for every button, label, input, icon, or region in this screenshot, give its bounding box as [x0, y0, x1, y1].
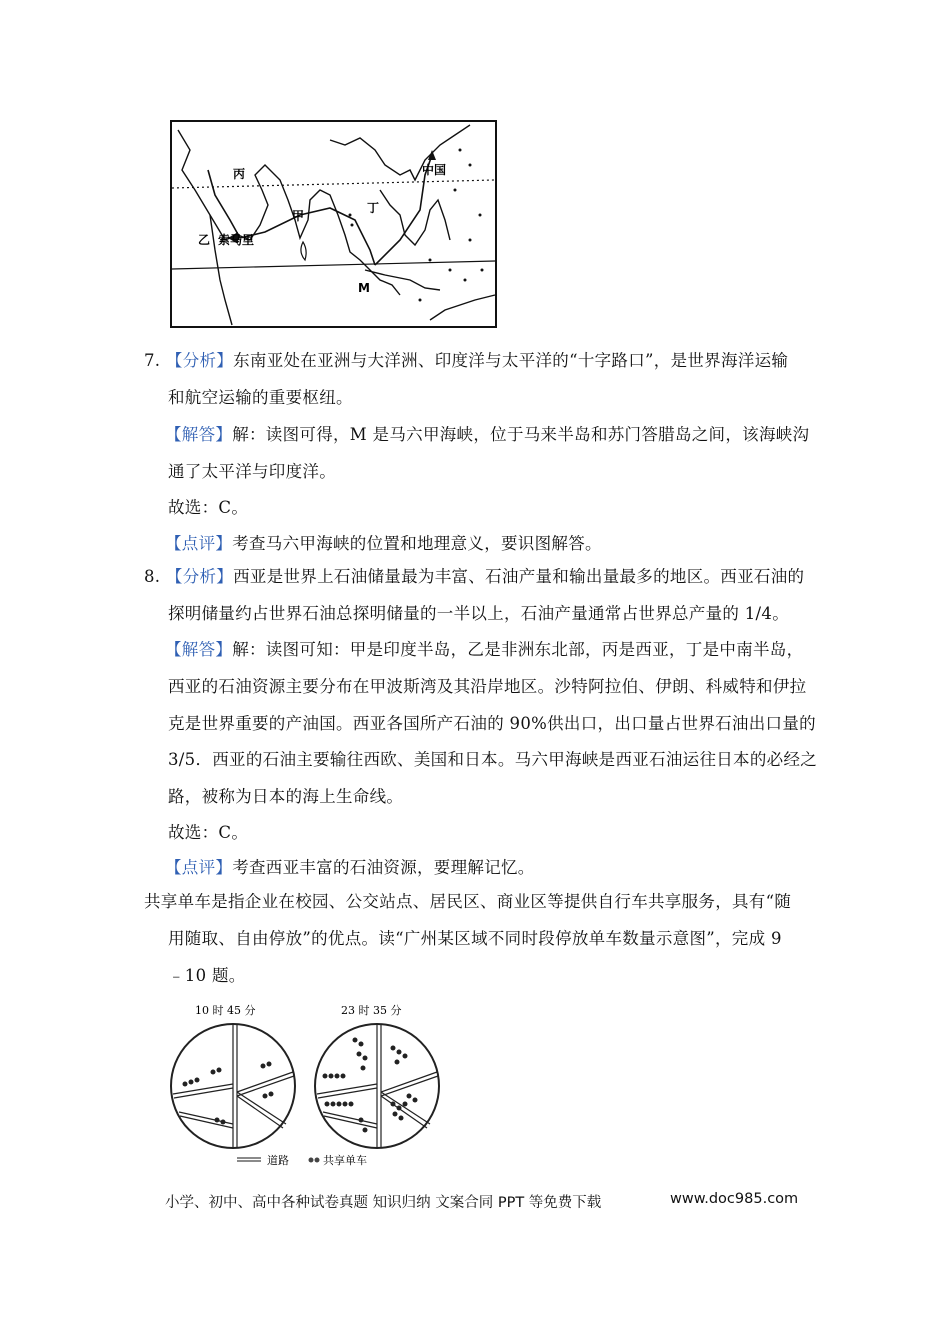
q7-analysis-tag: 【分析】 [165, 351, 234, 370]
q8-analysis-line1 [144, 566, 804, 588]
q7-answer-tag: 【解答】 [165, 425, 233, 444]
bike-diagram-morning [171, 1024, 295, 1148]
bike-icon [183, 1062, 274, 1125]
shared-bike-figure [165, 1000, 450, 1170]
legend-bike-label: 共享单车 [323, 1154, 367, 1167]
q8-comment [165, 857, 535, 879]
page-footer [165, 1191, 799, 1212]
intro-line3: ﹣10 题。 [168, 966, 246, 985]
footer-text: 小学、初中、高中各种试卷真题 知识归纳 文案合同 PPT 等免费下载 [165, 1195, 602, 1211]
legend-road-label: 道路 [267, 1154, 289, 1167]
q8-choice: 故选：C。 [168, 823, 249, 842]
footer-url[interactable]: www.doc985.com [670, 1191, 799, 1207]
q7-answer-text1: 解：读图可得，M 是马六甲海峡，位于马来半岛和苏门答腊岛之间，该海峡沟 [232, 425, 810, 444]
q7-number: 7. [144, 351, 161, 370]
q8-answer-line3: 克是世界重要的产油国。西亚各国所产石油的 90%供出口，出口量占世界石油出口量的 [168, 714, 816, 733]
q8-answer-line1 [165, 639, 803, 661]
q8-answer-line5: 路，被称为日本的海上生命线。 [168, 787, 404, 806]
q7-comment-text: 考查马六甲海峡的位置和地理意义，要识图解答。 [232, 534, 602, 553]
map-label-yi: 乙 [198, 233, 211, 247]
map-label-m: M [358, 281, 370, 295]
q7-analysis-text1: 东南亚处在亚洲与大洋洲、印度洋与太平洋的“十字路口”，是世界海洋运输 [233, 351, 789, 370]
q7-comment [165, 533, 602, 555]
q7-analysis-line2: 和航空运输的重要枢纽。 [168, 388, 353, 407]
bike-diagram-night [315, 1024, 439, 1148]
bike-legend-icon [309, 1158, 320, 1163]
southeast-asia-map [170, 120, 497, 328]
q8-analysis-line2: 探明储量约占世界石油总探明储量的一半以上，石油产量通常占世界总产量的 1/4。 [168, 604, 789, 623]
q8-answer-tag: 【解答】 [165, 640, 233, 659]
map-label-china: 中国 [422, 163, 447, 177]
map-label-jia: 甲 [292, 209, 305, 223]
map-label-ding: 丁 [367, 201, 380, 215]
q8-answer-line2: 西亚的石油资源主要分布在甲波斯湾及其沿岸地区。沙特阿拉伯、伊朗、科威特和伊拉 [168, 677, 807, 696]
bike-time-right: 23 时 35 分 [341, 1004, 402, 1017]
q8-analysis-tag: 【分析】 [165, 567, 234, 586]
map-frame [171, 121, 496, 327]
q8-analysis-text1: 西亚是世界上石油储量最为丰富、石油产量和输出量最多的地区。西亚石油的 [233, 567, 805, 586]
intro-line1: 共享单车是指企业在校园、公交站点、居民区、商业区等提供自行车共享服务，具有“随 [144, 892, 792, 911]
q7-answer-line2: 通了太平洋与印度洋。 [168, 462, 336, 481]
map-label-somalia: 索马里 [218, 233, 255, 247]
q7-answer-line1 [165, 424, 809, 446]
intro-line2: 用随取、自由停放”的优点。读“广州某区域不同时段停放单车数量示意图”，完成 9 [168, 929, 782, 948]
q8-number: 8. [144, 567, 161, 586]
bike-time-left: 10 时 45 分 [195, 1004, 256, 1017]
q8-answer-line4: 3/5．西亚的石油主要输往西欧、美国和日本。马六甲海峡是西亚石油运往日本的必经之 [168, 750, 818, 769]
q7-comment-tag: 【点评】 [165, 534, 233, 553]
map-label-bing: 丙 [233, 167, 246, 181]
q8-comment-tag: 【点评】 [165, 858, 233, 877]
q8-comment-text: 考查西亚丰富的石油资源，要理解记忆。 [232, 858, 535, 877]
q8-answer-text1: 解：读图可知：甲是印度半岛，乙是非洲东北部，丙是西亚，丁是中南半岛， [232, 640, 804, 659]
q7-choice: 故选：C。 [168, 498, 249, 517]
q7-analysis-line1 [144, 350, 788, 372]
